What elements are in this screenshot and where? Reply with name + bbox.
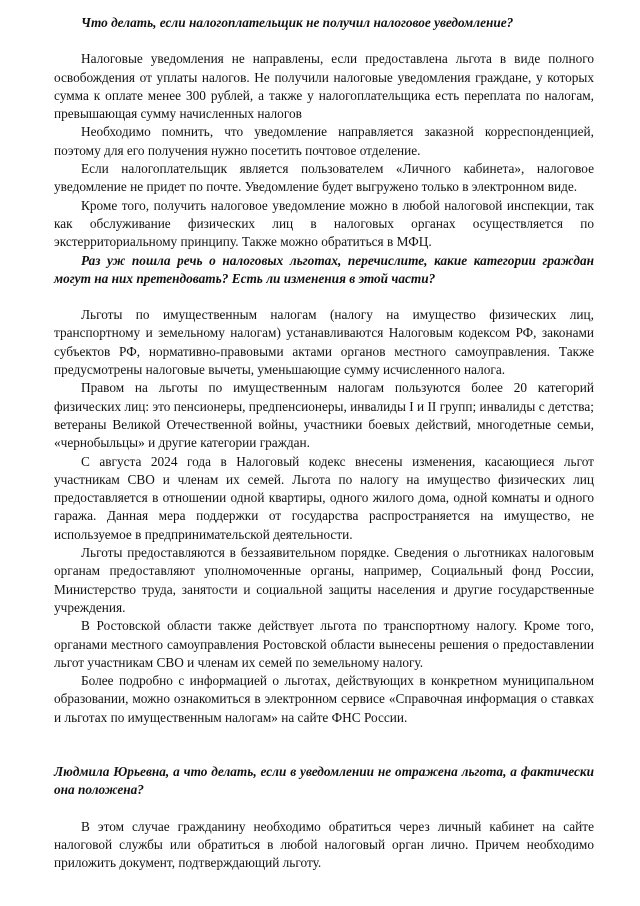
paragraph-rostov-region: В Ростовской области также действует льгота по транспортному налогу. Кроме того, органами местного самоуправления Ростовской области вынесены решения о предоставлении льгот участникам СВО и членам их семей по земельному налогу. — [54, 618, 594, 670]
paragraph-any-inspection: Кроме того, получить налоговое уведомление можно в любой налоговой инспекции, так как обслуживание физических лиц в налоговых органах осуществляется по экстерриториальному принципу. Также можно обратиться в МФЦ. — [54, 197, 594, 250]
paragraph-more-info: Более подробно с информацией о льготах, действующих в конкретном муниципальном образовании, можно ознакомиться в электронном сервисе «Справочная информация о ставках и льготах по имущественным налогам» на сайте ФНС России. — [54, 673, 594, 725]
question-benefit-not-reflected: Людмила Юрьевна, а что делать, если в уведомлении не отражена льгота, а фактически она положена? — [54, 763, 594, 798]
paragraph-notice-not-sent: Налоговые уведомления не направлены, если предоставлена льгота в виде полного освобождения от уплаты налогов. Не получили налоговые уведомления граждане, у которых сумма к оплате менее 300 рублей, а также у налогоплательщика есть переплата по налогам, превышающая сумму начисленных налогов — [54, 51, 594, 122]
paragraph-contact-tax-office: В этом случае гражданину необходимо обратиться через личный кабинет на сайте налоговой службы или обратиться в любой налоговый орган лично. Причем необходимо приложить документ, подтверждающий льготу. — [54, 818, 594, 871]
paragraph-registered-mail: Необходимо помнить, что уведомление направляется заказной корреспонденцией, поэтому для его получения нужно посетить почтовое отделение. — [54, 124, 594, 158]
paragraph-property-tax-benefits: Льготы по имущественным налогам (налогу на имущество физических лиц, транспортному и земельному налогам) устанавливаются Налоговым кодексом РФ, законами субъектов РФ, нормативно-правовыми актами органов местного самоуправления. Также предусмотрены налоговые вычеты, уменьшающие сумму исчисленного налога. — [54, 307, 594, 378]
question-benefit-categories: Раз уж пошла речь о налоговых льготах, перечислите, какие категории граждан могут на них претендовать? Есть ли изменения в этой части? — [54, 252, 594, 286]
question-no-notice: Что делать, если налогоплательщик не получил налоговое уведомление? — [81, 15, 514, 30]
paragraph-personal-account: Если налогоплательщик является пользователем «Личного кабинета», налоговое уведомление не придет по почте. Уведомление будет выгружено только в электронном виде. — [54, 161, 594, 195]
paragraph-no-application-order: Льготы предоставляются в беззаявительном порядке. Сведения о льготниках налоговым органам предоставляют уполномоченные органы, например, Социальный фонд России, Министерство труда, занятости и социальной защиты населения и другие государственные учреждения. — [54, 545, 594, 615]
paragraph-svo-changes: С августа 2024 года в Налоговый кодекс внесены изменения, касающиеся льгот участникам СВО и членам их семей. Льгота по налогу на имущество физических лиц предоставляется в отношении одной квартиры, одного жилого дома, одной комнаты и одного гаража. Данная мера поддержки от государства распространяется на имущество, не используемое в предпринимательской деятельности. — [54, 453, 594, 542]
paragraph-benefit-categories: Правом на льготы по имущественным налогам пользуются более 20 категорий физических лиц: это пенсионеры, предпенсионеры, инвалиды I и II групп; инвалиды с детства; ветераны Великой Отечественной войны, участники боевых действий, многодетные семьи, «чернобыльцы» и другие категории граждан. — [54, 380, 594, 451]
